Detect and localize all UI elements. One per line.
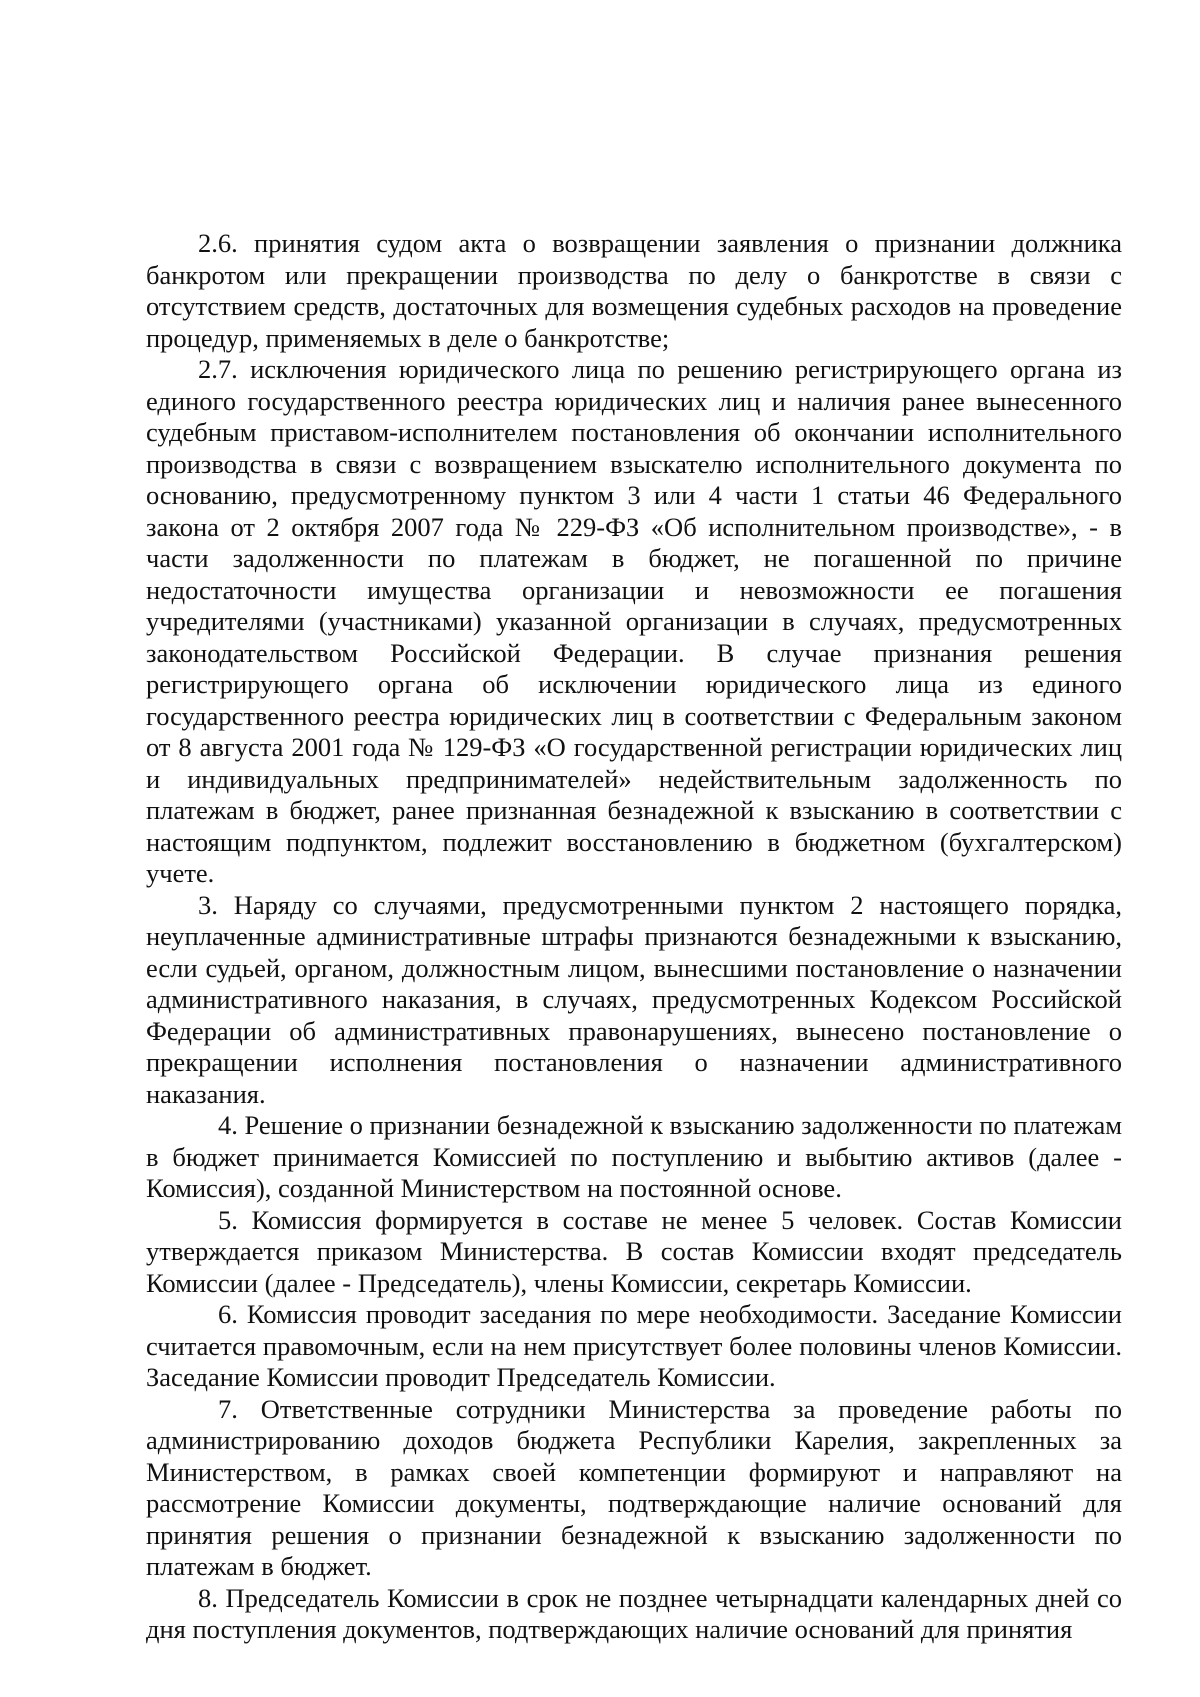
paragraph-5: 5. Комиссия формируется в составе не менее 5 человек. Состав Комиссии утверждается приказом Министерства. В состав Комиссии входят председатель Комиссии (далее - Председатель), члены Комиссии, секретарь Комиссии. [146,1204,1122,1298]
document-body [146,228,1122,1646]
paragraph-3: 3. Наряду со случаями, предусмотренными пунктом 2 настоящего порядка, неуплаченные административные штрафы признаются безнадежными к взысканию, если судьей, органом, должностным лицом, вынесшими постановление о назначении административного наказания, в случаях, предусмотренных Кодексом Российской Федерации об административных правонарушениях, вынесено постановление о прекращении исполнения постановления о назначении административного наказания. [146,889,1122,1109]
paragraph-4: 4. Решение о признании безнадежной к взысканию задолженности по платежам в бюджет принимается Комиссией по поступлению и выбытию активов (далее - Комиссия), созданной Министерством на постоянной основе. [146,1110,1122,1203]
paragraph-7: 7. Ответственные сотрудники Министерства за проведение работы по администрированию доходов бюджета Республики Карелия, закрепленных за Министерством, в рамках своей компетенции формируют и направляют на рассмотрение Комиссии документы, подтверждающие наличие оснований для принятия решения о признании безнадежной к взысканию задолженности по платежам в бюджет. [146,1393,1122,1581]
paragraph-6: 6. Комиссия проводит заседания по мере необходимости. Заседание Комиссии считается правомочным, если на нем присутствует более половины членов Комиссии. Заседание Комиссии проводит Председатель Комиссии. [146,1299,1122,1392]
paragraph-2-7: 2.7. исключения юридического лица по решению регистрирующего органа из единого государственного реестра юридических лиц и наличия ранее вынесенного судебным приставом-исполнителем постановления об окончании исполнительного производства в связи с возвращением взыскателю исполнительного документа по основанию, предусмотренному пунктом 3 или 4 части 1 статьи 46 Федерального закона от 2 октября 2007 года № 229-ФЗ «Об исполнительном производстве», - в части задолженности по платежам в бюджет, не погашенной по причине недостаточности имущества организации и невозможности ее погашения учредителями (участниками) указанной организации в случаях, предусмотренных законодательством Российской Федерации. В случае признания решения регистрирующего органа об исключении юридического лица из единого государственного реестра юридических лиц в соответствии с Федеральным законом от 8 августа 2001 года № 129-ФЗ «О государственной регистрации юридических лиц и индивидуальных предпринимателей» недействительным задолженность по платежам в бюджет, ранее признанная безнадежной к взысканию в соответствии с настоящим подпунктом, подлежит восстановлению в бюджетном (бухгалтерском) учете. [146,354,1122,888]
paragraph-8: 8. Председатель Комиссии в срок не позднее четырнадцати календарных дней со дня поступления документов, подтверждающих наличие оснований для принятия [146,1582,1122,1644]
paragraph-2-6: 2.6. принятия судом акта о возвращении заявления о признании должника банкротом или прекращении производства по делу о банкротстве в связи с отсутствием средств, достаточных для возмещения судебных расходов на проведение процедур, применяемых в деле о банкротстве; [146,228,1122,353]
